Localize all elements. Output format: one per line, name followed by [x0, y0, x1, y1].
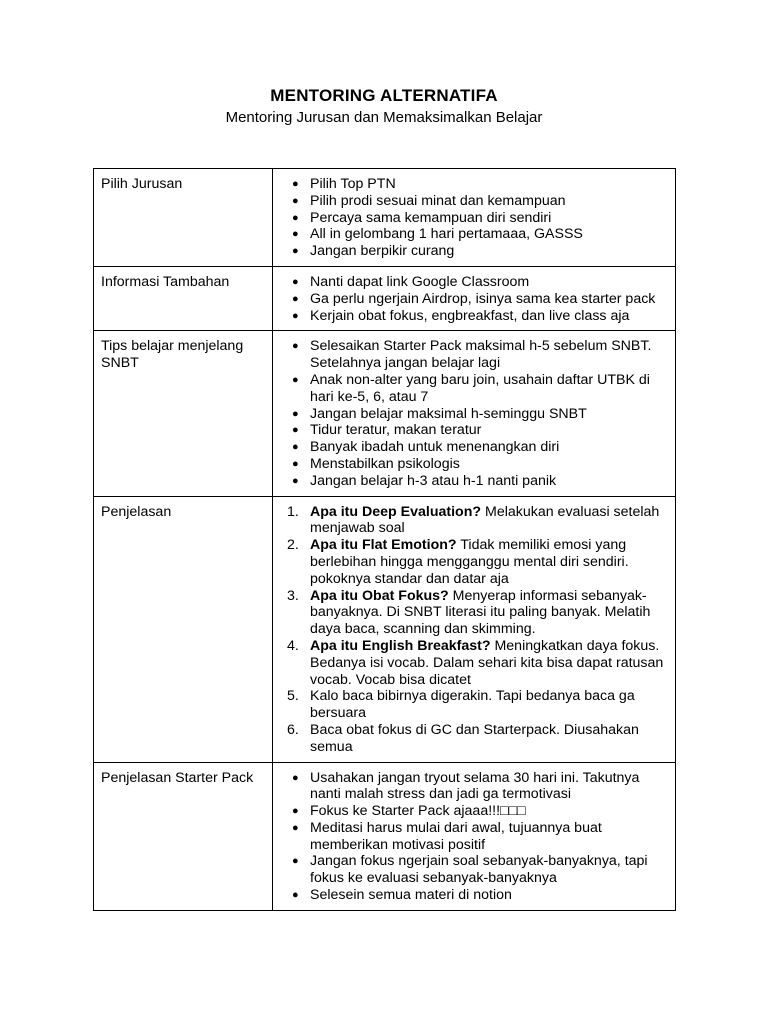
- row-content: [273, 496, 676, 762]
- list-item: ● Selesein semua materi di notion: [292, 887, 512, 904]
- bullet-icon: ●: [292, 441, 299, 454]
- list-item: ● Meditasi harus mulai dari awal, tujuannya buat memberikan motivasi positif: [292, 819, 602, 853]
- list-item: ● Fokus ke Starter Pack ajaaa!!!□□□: [292, 803, 526, 820]
- list-item: ● Selesaikan Starter Pack maksimal h-5 sebelum SNBT. Setelahnya jangan belajar lagi: [292, 338, 652, 372]
- list-item: [273, 537, 667, 587]
- list-item: ● Menstabilkan psikologis: [292, 455, 460, 472]
- bullet-icon: ●: [292, 292, 299, 305]
- item-number: 6.: [287, 721, 299, 738]
- table-row: [94, 331, 676, 496]
- bullet-icon: ●: [292, 424, 299, 437]
- list-item: ● Anak non-alter yang baru join, usahain daftar UTBK di hari ke-5, 6, atau 7: [292, 371, 650, 405]
- numbered-list: [273, 504, 667, 756]
- row-content: [273, 169, 676, 267]
- bullet-list: [273, 338, 667, 489]
- item-number: 1.: [287, 503, 299, 520]
- answer-text: Melakukan evaluasi setelah menjawab soal: [310, 503, 660, 537]
- list-item: ● Usahakan jangan tryout selama 30 hari ini. Takutnya nanti malah stress dan jadi ga termotivasi: [292, 769, 640, 803]
- bullet-icon: ●: [292, 855, 299, 868]
- list-item: ● Pilih prodi sesuai minat dan kemampuan: [292, 192, 566, 209]
- list-item: ● Jangan fokus ngerjain soal sebanyak-banyaknya, tapi fokus ke evaluasi sebanyak-banyaknya: [292, 853, 648, 887]
- list-item: [273, 688, 667, 722]
- row-label: Informasi Tambahan: [94, 266, 273, 330]
- bullet-icon: ●: [292, 889, 299, 902]
- item-number: 2.: [287, 537, 299, 554]
- document-title: MENTORING ALTERNATIFA: [270, 86, 498, 105]
- answer-text: Tidak memiliki emosi yang berlebihan hingga mengganggu mental diri sendiri. pokoknya standar dan datar aja: [310, 537, 629, 587]
- bullet-list: [273, 176, 667, 260]
- question-text: Apa itu Flat Emotion?: [310, 537, 457, 554]
- bullet-icon: ●: [292, 309, 299, 322]
- row-label: Tips belajar menjelang SNBT: [94, 331, 273, 496]
- item-number: 5.: [287, 688, 299, 705]
- bullet-icon: ●: [292, 340, 299, 353]
- bullet-icon: ●: [292, 821, 299, 834]
- row-content: [273, 331, 676, 496]
- table-row: [94, 266, 676, 330]
- bullet-icon: ●: [292, 457, 299, 470]
- bullet-list: [273, 274, 667, 324]
- bullet-list: [273, 770, 667, 904]
- list-item: ● Pilih Top PTN: [292, 176, 396, 192]
- table-row: [94, 169, 676, 267]
- question-text: Apa itu Deep Evaluation?: [310, 503, 482, 520]
- list-item: ● All in gelombang 1 hari pertamaaa, GASSS: [292, 226, 583, 243]
- bullet-icon: ●: [292, 373, 299, 386]
- question-text: Apa itu English Breakfast?: [310, 637, 491, 654]
- list-item: ● Ga perlu ngerjain Airdrop, isinya sama kea starter pack: [292, 290, 656, 307]
- bullet-icon: ●: [292, 771, 299, 784]
- list-item: ● Nanti dapat link Google Classroom: [292, 273, 530, 290]
- row-label: Pilih Jurusan: [94, 169, 273, 267]
- document-subtitle: Mentoring Jurusan dan Memaksimalkan Belajar: [225, 109, 543, 126]
- bullet-icon: ●: [292, 211, 299, 224]
- list-item: [273, 504, 667, 538]
- list-item: ● Percaya sama kemampuan diri sendiri: [292, 209, 552, 226]
- row-label: Penjelasan: [94, 496, 273, 762]
- row-content: [273, 266, 676, 330]
- bullet-icon: ●: [292, 245, 299, 258]
- table-row: [94, 762, 676, 910]
- bullet-icon: ●: [292, 805, 299, 818]
- row-label: Penjelasan Starter Pack: [94, 762, 273, 910]
- row-content: [273, 762, 676, 910]
- list-item: ● Jangan berpikir curang: [292, 243, 455, 260]
- bullet-icon: ●: [292, 178, 299, 190]
- answer-text: Baca obat fokus di GC dan Starterpack. Diusahakan semua: [310, 721, 639, 755]
- answer-text: Kalo baca bibirnya digerakin. Tapi bedanya baca ga bersuara: [310, 688, 635, 722]
- item-number: 4.: [287, 637, 299, 654]
- list-item: ● Jangan belajar h-3 atau h-1 nanti panik: [292, 472, 557, 489]
- item-number: 3.: [287, 587, 299, 604]
- question-text: Apa itu Obat Fokus?: [310, 587, 449, 604]
- bullet-icon: ●: [292, 407, 299, 420]
- answer-text: Menyerap informasi sebanyak-banyaknya. Di SNBT literasi itu paling banyak. Melatih daya baca, scanning dan skimming.: [310, 587, 651, 638]
- list-item: ● Kerjain obat fokus, engbreakfast, dan live class aja: [292, 307, 630, 324]
- list-item: [273, 638, 667, 688]
- bullet-icon: ●: [292, 228, 299, 241]
- list-item: [273, 722, 667, 756]
- bullet-icon: ●: [292, 275, 299, 288]
- list-item: ● Banyak ibadah untuk menenangkan diri: [292, 439, 560, 456]
- answer-text: Meningkatkan daya fokus. Bedanya isi vocab. Dalam sehari kita bisa dapat ratusan vocab. Vocab bisa dicatet: [310, 637, 664, 688]
- list-item: ● Tidur teratur, makan teratur: [292, 422, 482, 439]
- bullet-icon: ●: [292, 194, 299, 207]
- list-item: ● Jangan belajar maksimal h-seminggu SNBT: [292, 405, 587, 422]
- table-row: [94, 496, 676, 762]
- bullet-icon: ●: [292, 474, 299, 487]
- list-item: [273, 588, 667, 638]
- mentoring-table: [93, 168, 676, 911]
